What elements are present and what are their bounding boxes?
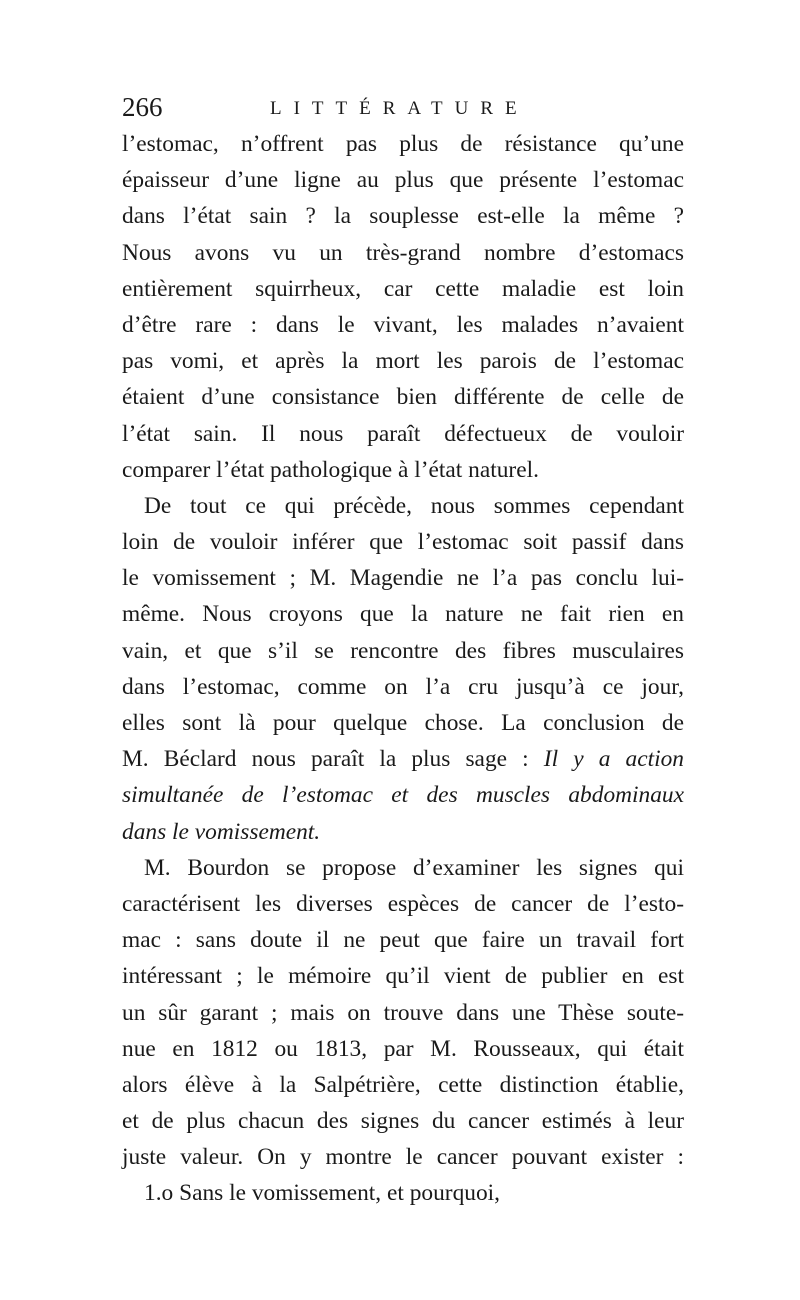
text-line: dans l’estomac, comme on l’a cru jusqu’à ce jour,	[122, 673, 684, 700]
text-line: l’état sain. Il nous paraît défectueux de vouloir	[122, 420, 684, 447]
text-line: l’estomac, n’offrent pas plus de résistance qu’une	[122, 131, 684, 157]
running-head: LITTÉRATURE	[270, 98, 529, 119]
text-line: nue en 1812 ou 1813, par M. Rousseaux, qui était	[122, 1035, 684, 1062]
text-line: comparer l’état pathologique à l’état naturel.	[122, 456, 539, 483]
text-line: d’être rare : dans le vivant, les malades n’avaient	[122, 311, 684, 338]
text-line: étaient d’une consistance bien différente de celle de	[122, 384, 684, 411]
text-line: intéressant ; le mémoire qu’il vient de publier en est	[122, 963, 684, 990]
text-line: M. Béclard nous paraît la plus sage : Il y a action	[122, 746, 684, 773]
text-line: vain, et que s’il se rencontre des fibres musculaires	[122, 637, 684, 664]
text-line: elles sont là pour quelque chose. La conclusion de	[122, 710, 684, 736]
text-line: entièrement squirrheux, car cette maladie est loin	[122, 275, 684, 302]
page-number: 266	[122, 92, 163, 122]
text-line: loin de vouloir inférer que l’estomac soit passif dans	[122, 529, 684, 556]
text-line: pas vomi, et après la mort les parois de l’estomac	[122, 348, 684, 375]
text-line: mac : sans doute il ne peut que faire un travail fort	[122, 927, 684, 954]
text-line: juste valeur. On y montre le cancer pouvant exister :	[122, 1144, 684, 1171]
text-line: même. Nous croyons que la nature ne fait rien en	[122, 601, 684, 628]
text-line: alors élève à la Salpétrière, cette distinction établie,	[122, 1071, 684, 1098]
text-line: caractérisent les diverses espèces de cancer de l’esto-	[122, 890, 684, 917]
body-text	[122, 126, 684, 1212]
text-line: M. Bourdon se propose d’examiner les signes qui	[144, 854, 684, 881]
text-line: épaisseur d’une ligne au plus que présente l’estomac	[122, 167, 684, 194]
italic-text-line: dans le vomissement.	[122, 818, 321, 845]
text-line: le vomissement ; M. Magendie ne l’a pas conclu lui-	[122, 565, 684, 592]
text-line: un sûr garant ; mais on trouve dans une Thèse soute-	[122, 999, 684, 1026]
italic-text-line: simultanée de l’estomac et des muscles abdominaux	[122, 782, 684, 809]
text-line: De tout ce qui précède, nous sommes cependant	[144, 492, 684, 519]
text-line: 1.o Sans le vomissement, et pourquoi,	[144, 1180, 501, 1207]
text-line: et de plus chacun des signes du cancer estimés à leur	[122, 1108, 684, 1135]
text-line: dans l’état sain ? la souplesse est-elle la même ?	[122, 203, 684, 230]
italic-text: Il y a action	[543, 746, 684, 773]
text-line: Nous avons vu un très-grand nombre d’estomacs	[122, 239, 684, 266]
